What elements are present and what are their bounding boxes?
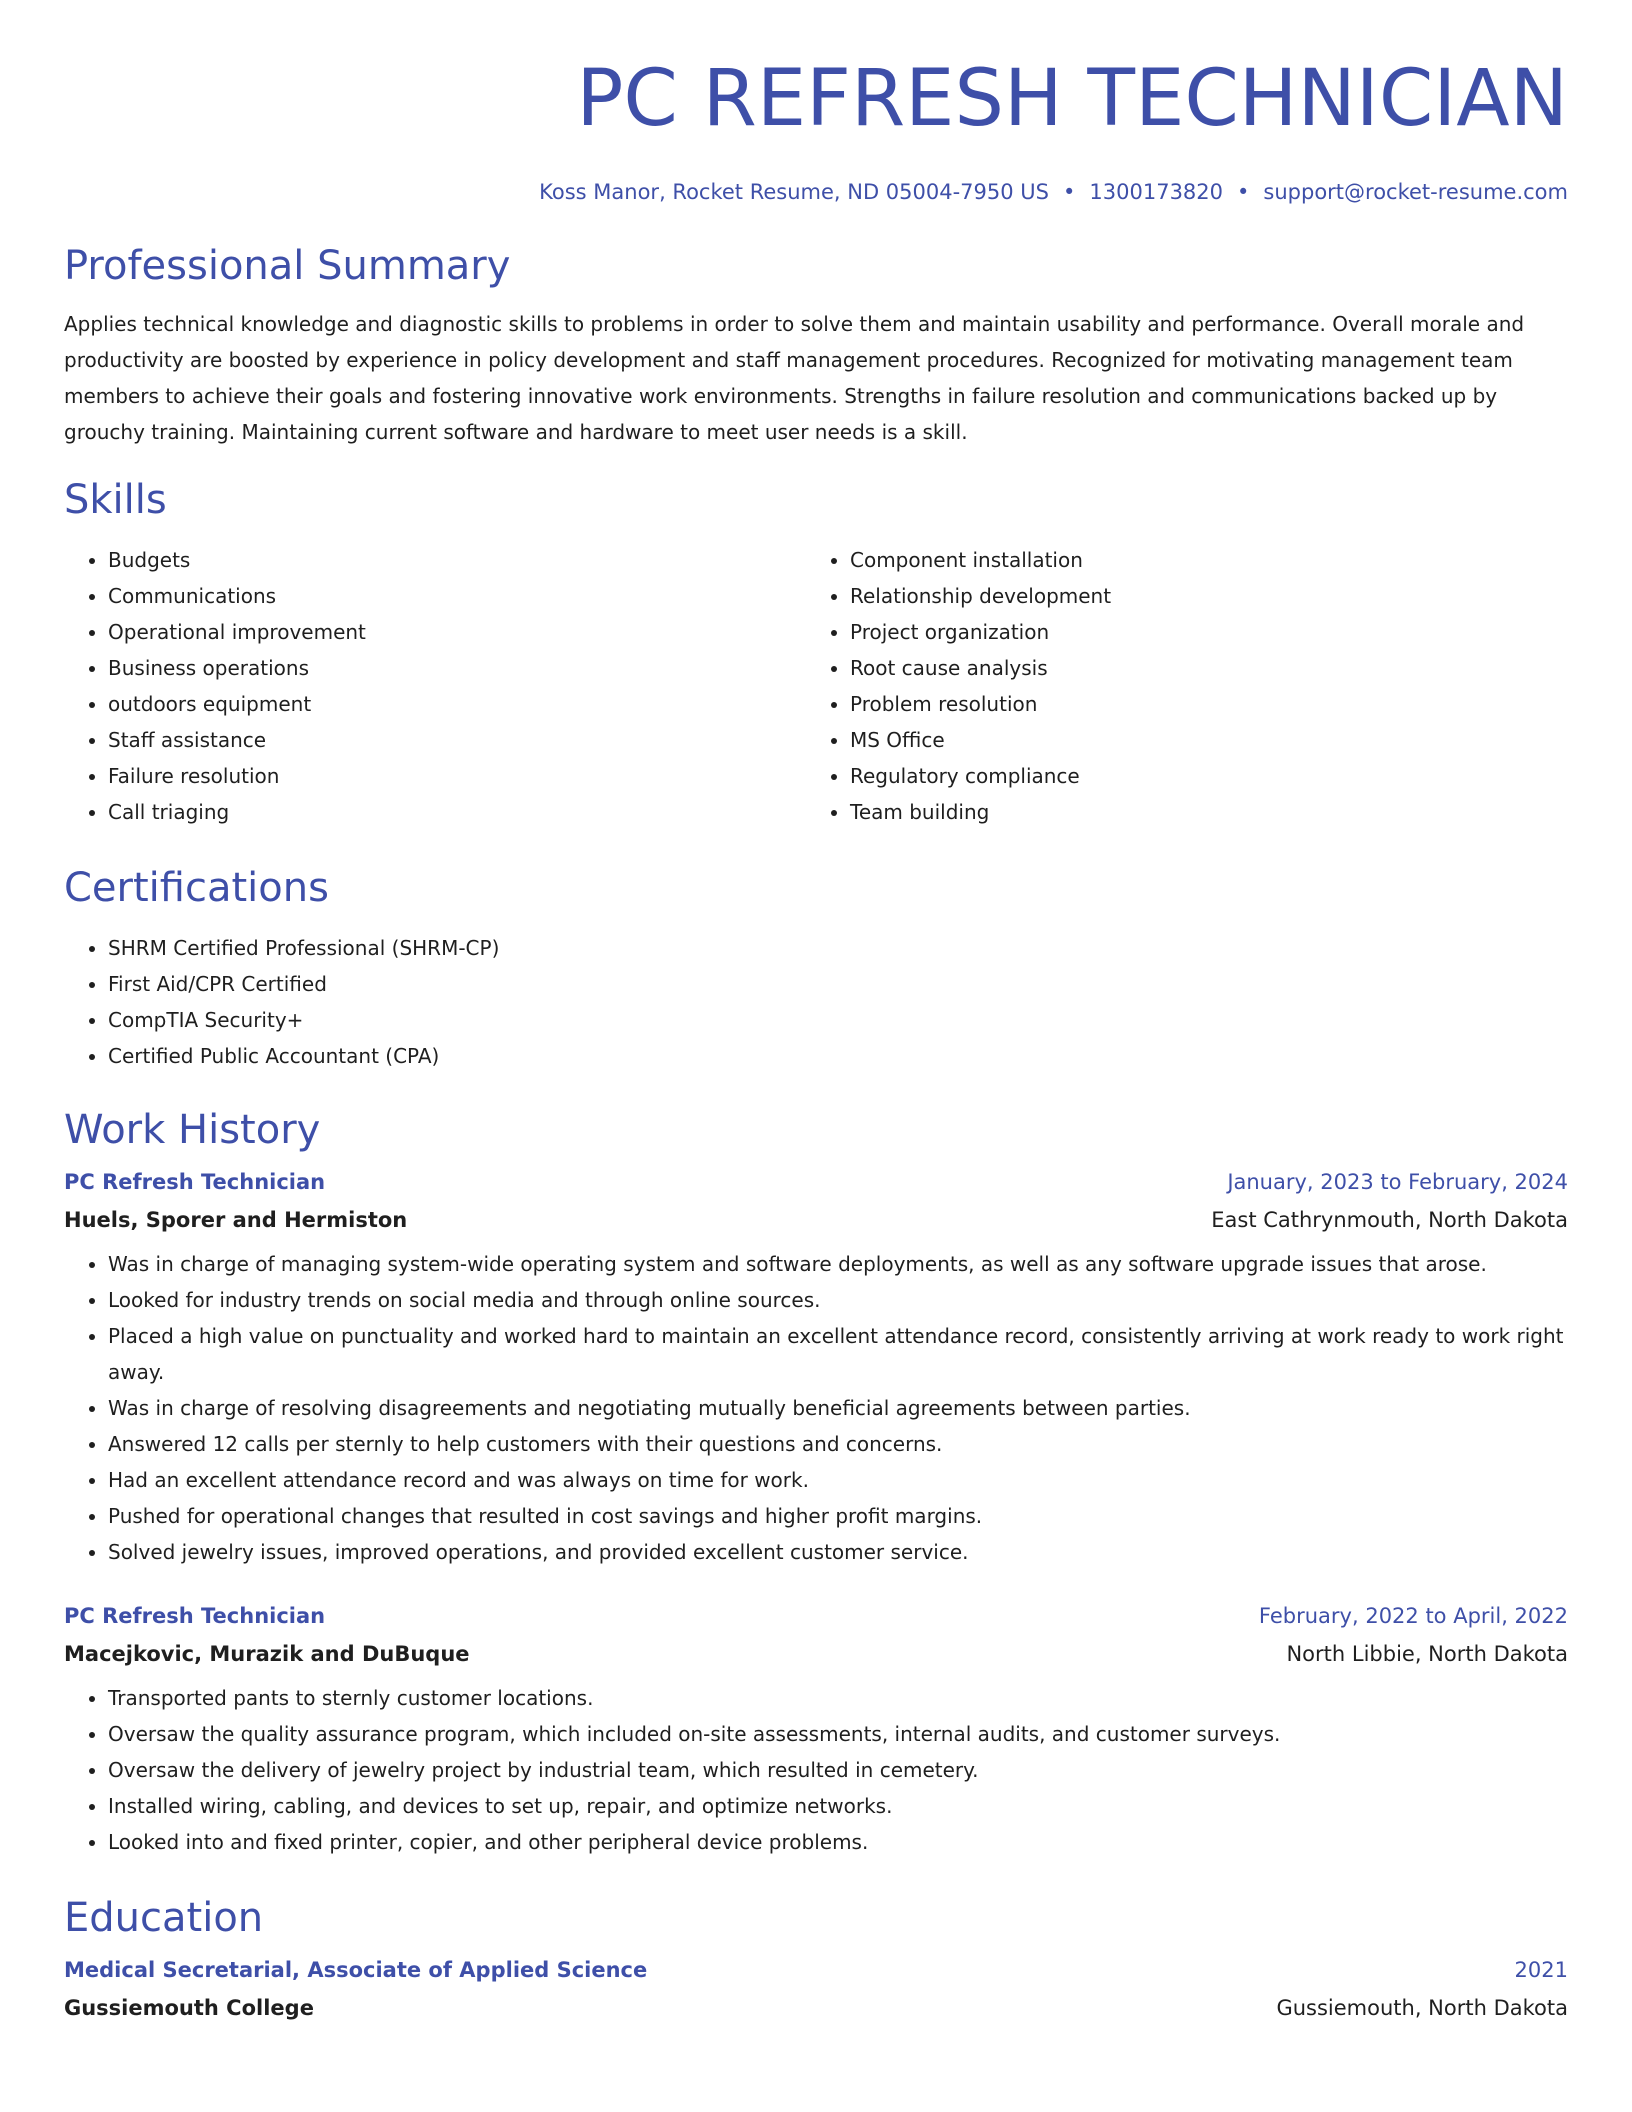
education-year: 2021 [1514, 1958, 1568, 1982]
contact-separator: • [1063, 180, 1076, 204]
job-company: Huels, Sporer and Hermiston [64, 1208, 408, 1232]
candidate-title: PC REFRESH TECHNICIAN [576, 54, 1568, 144]
job-entry [64, 1604, 1568, 1860]
certification-item: • SHRM Certified Professional (SHRM-CP) [108, 930, 1568, 966]
job-duties-list [64, 1680, 1568, 1860]
skill-item: • Operational improvement [108, 614, 806, 650]
education-degree: Medical Secretarial, Associate of Applied Science [64, 1958, 648, 1982]
job-duty: • Looked for industry trends on social media and through online sources. [108, 1282, 1568, 1318]
job-duty: • Was in charge of resolving disagreements and negotiating mutually beneficial agreements between parties. [108, 1390, 1568, 1426]
skill-item: • Failure resolution [108, 758, 806, 794]
contact-separator: • [1237, 180, 1250, 204]
certifications-list [64, 930, 1568, 1074]
skill-item: • Business operations [108, 650, 806, 686]
contact-line [64, 180, 1568, 204]
certifications-heading: Certifications [64, 865, 329, 911]
skill-item: • Component installation [850, 542, 1568, 578]
job-duty: • Answered 12 calls per sternly to help customers with their questions and concerns. [108, 1426, 1568, 1462]
skill-item: • Communications [108, 578, 806, 614]
job-entry [64, 1170, 1568, 1570]
work-history-heading: Work History [64, 1107, 321, 1153]
skill-item: • Relationship development [850, 578, 1568, 614]
job-location: North Libbie, North Dakota [1286, 1642, 1568, 1666]
job-company-row [64, 1208, 1568, 1232]
job-dates: January, 2023 to February, 2024 [1227, 1170, 1568, 1194]
education-school: Gussiemouth College [64, 1996, 314, 2020]
certification-item: • First Aid/CPR Certified [108, 966, 1568, 1002]
resume-header [64, 50, 1568, 204]
skill-item: • Project organization [850, 614, 1568, 650]
skills-grid [64, 542, 1568, 830]
skill-item: • Staff assistance [108, 722, 806, 758]
job-duty: • Transported pants to sternly customer locations. [108, 1680, 1568, 1716]
job-title-row [64, 1604, 1568, 1628]
job-company: Macejkovic, Murazik and DuBuque [64, 1642, 470, 1666]
skill-item: • Budgets [108, 542, 806, 578]
job-duty: • Had an excellent attendance record and was always on time for work. [108, 1462, 1568, 1498]
job-dates: February, 2022 to April, 2022 [1258, 1604, 1568, 1628]
certification-item: • CompTIA Security+ [108, 1002, 1568, 1038]
contact-email: support@rocket-resume.com [1263, 180, 1568, 204]
job-duty: • Pushed for operational changes that resulted in cost savings and higher profit margins. [108, 1498, 1568, 1534]
skill-item: • outdoors equipment [108, 686, 806, 722]
job-title: PC Refresh Technician [64, 1604, 326, 1628]
education-entry [64, 1958, 1568, 2020]
certification-item: • Certified Public Accountant (CPA) [108, 1038, 1568, 1074]
education-heading: Education [64, 1895, 264, 1941]
skill-item: • Team building [850, 794, 1568, 830]
job-duty: • Placed a high value on punctuality and worked hard to maintain an excellent attendance record, consistently arriving at work ready to work right away. [108, 1318, 1568, 1390]
job-company-row [64, 1642, 1568, 1666]
job-title: PC Refresh Technician [64, 1170, 326, 1194]
contact-address: Koss Manor, Rocket Resume, ND 05004-7950 US [539, 180, 1050, 204]
job-duty: • Solved jewelry issues, improved operations, and provided excellent customer service. [108, 1534, 1568, 1570]
job-duties-list [64, 1246, 1568, 1570]
job-duty: • Installed wiring, cabling, and devices to set up, repair, and optimize networks. [108, 1788, 1568, 1824]
job-duty: • Looked into and fixed printer, copier, and other peripheral device problems. [108, 1824, 1568, 1860]
skill-item: • Problem resolution [850, 686, 1568, 722]
summary-heading: Professional Summary [64, 243, 511, 289]
education-degree-row [64, 1958, 1568, 1982]
contact-phone: 1300173820 [1089, 180, 1224, 204]
job-location: East Cathrynmouth, North Dakota [1211, 1208, 1568, 1232]
skill-item: • MS Office [850, 722, 1568, 758]
job-duty: • Oversaw the quality assurance program, which included on-site assessments, internal audits, and customer surveys. [108, 1716, 1568, 1752]
skill-item: • Root cause analysis [850, 650, 1568, 686]
education-location: Gussiemouth, North Dakota [1276, 1996, 1568, 2020]
skill-item: • Call triaging [108, 794, 806, 830]
skills-list-left [64, 542, 806, 830]
skills-list-right [806, 542, 1568, 830]
skill-item: • Regulatory compliance [850, 758, 1568, 794]
job-duty: • Was in charge of managing system-wide operating system and software deployments, as well as any software upgrade issues that arose. [108, 1246, 1568, 1282]
job-duty: • Oversaw the delivery of jewelry project by industrial team, which resulted in cemetery. [108, 1752, 1568, 1788]
summary-text: Applies technical knowledge and diagnostic skills to problems in order to solve them and maintain usability and performance. Overall morale and productivity are boosted by experience in policy development and staff management procedures. Recognized for motivating management team members to achieve their goals and fostering innovative work environments. Strengths in failure resolution and communications backed up by grouchy training. Maintaining current software and hardware to meet user needs is a skill. [64, 312, 1525, 444]
skills-heading: Skills [64, 477, 167, 523]
education-school-row [64, 1996, 1568, 2020]
job-title-row [64, 1170, 1568, 1194]
